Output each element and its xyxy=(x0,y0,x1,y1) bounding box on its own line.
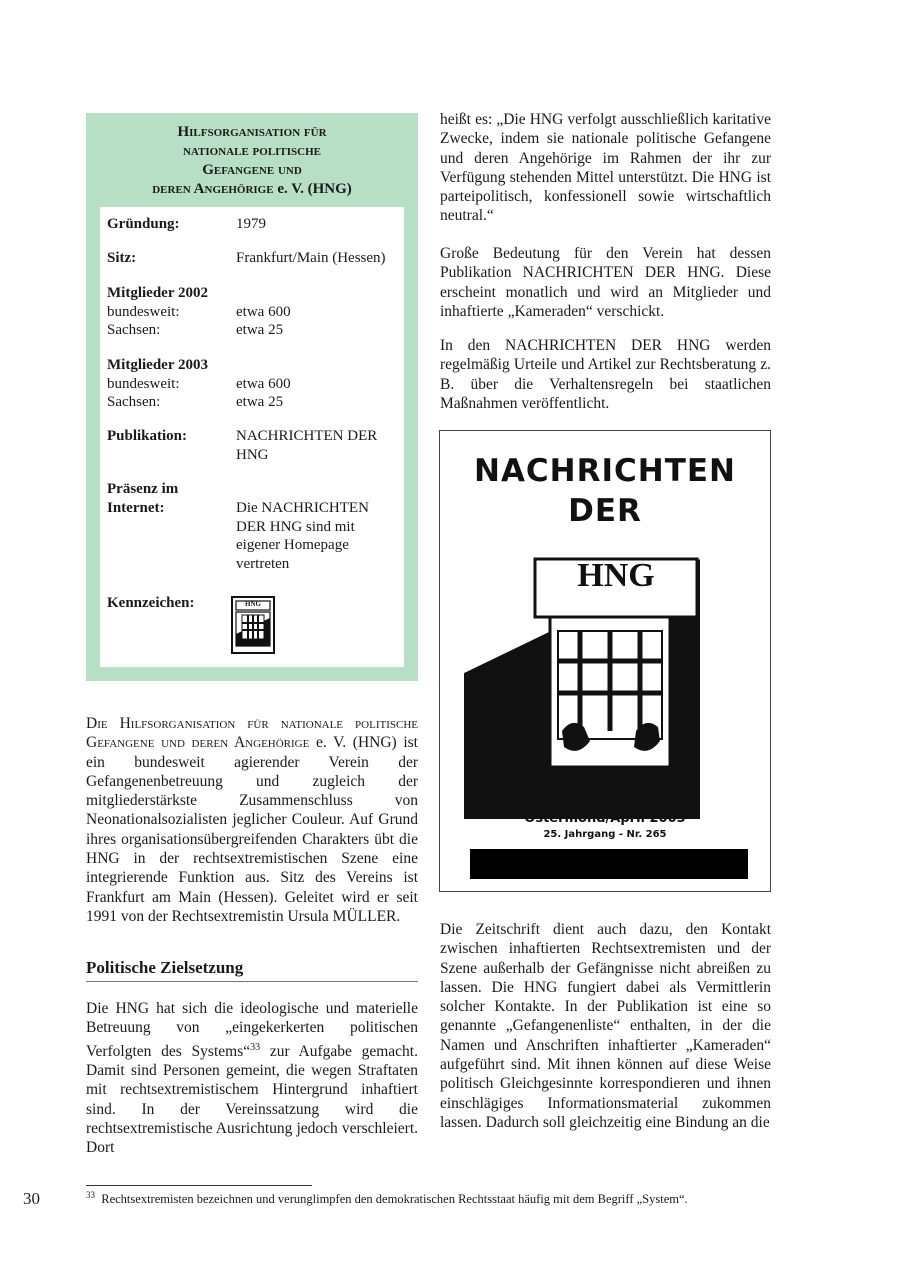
gruendung-value: 1979 xyxy=(236,216,266,232)
footnote-text: Rechtsextremisten bezeichnen und verunglimpfen den demokratischen Rechtsstaat häufig mit dem Begriff „System“. xyxy=(101,1192,688,1207)
zielsetzung-text: Die HNG hat sich die ideologische und materielle Betreuung von „eingekerkerten politischen Verfolgten des Systems“ xyxy=(86,1000,418,1060)
mitglieder-2002-label: Mitglieder 2002 xyxy=(107,285,208,301)
newspaper-cover-image xyxy=(439,430,771,892)
footnote-ref[interactable]: 33 xyxy=(250,1041,261,1053)
cover-title: NACHRICHTEN xyxy=(474,453,736,489)
sachsen-label: Sachsen: xyxy=(107,322,161,338)
info-box-table xyxy=(100,207,404,667)
m2003-sachsen-value: etwa 25 xyxy=(236,394,284,410)
m2003-bundesweit-value: etwa 600 xyxy=(236,376,291,392)
publikation-label: Publikation: xyxy=(107,428,188,444)
sitz-value: Frankfurt/Main (Hessen) xyxy=(236,250,386,266)
intro-paragraph xyxy=(86,714,418,926)
intro-org-name: Die Hilfsorganisation für nationale politische Gefangene und deren Angehörige xyxy=(86,715,418,752)
praesenz-value: Die NACHRICHTEN DER HNG sind mit eigener Homepage vertreten xyxy=(236,500,369,572)
m2002-sachsen-value: etwa 25 xyxy=(236,322,284,338)
mitglieder-2003-label: Mitglieder 2003 xyxy=(107,357,208,373)
hng-emblem-icon xyxy=(231,596,275,654)
bundesweit-label: bundesweit: xyxy=(107,376,180,392)
m2002-bundesweit-value: etwa 600 xyxy=(236,304,291,320)
footnote-divider xyxy=(86,1185,312,1186)
cover-date: Ostermond/April 2003 xyxy=(524,811,686,826)
bundesweit-label: bundesweit: xyxy=(107,304,180,320)
content-paragraph: In den NACHRICHTEN DER HNG werden regelmäßig Urteile und Artikel zur Rechtsberatung z. B. über die Verhaltensregeln bei staatlichen Maßnahmen veröffentlicht. xyxy=(440,337,771,412)
info-box xyxy=(86,113,418,681)
cover-title-der: DER xyxy=(568,493,642,529)
publication-paragraph: Große Bedeutung für den Verein hat dessen Publikation NACHRICHTEN DER HNG. Diese erscheint monatlich und wird an Mitglieder und inhaftierte „Kameraden“ verschickt. xyxy=(440,245,771,320)
footnote-number: 33 xyxy=(86,1190,95,1200)
sachsen-label: Sachsen: xyxy=(107,394,161,410)
zielsetzung-text-cont: zur Aufgabe gemacht. Damit sind Personen gemeint, die wegen Straftaten mit rechtsextremistischem Hintergrund inhaftiert sind. In der Vereinssatzung wird die rechtsextremistische Ausrichtung jedoch verschleiert. Dort xyxy=(86,1042,418,1157)
info-box-title-line: Hilfsorganisation für xyxy=(177,124,327,140)
gruendung-label: Gründung: xyxy=(107,216,180,232)
quote-paragraph: heißt es: „Die HNG verfolgt ausschließlich karitative Zwecke, indem sie nationale politische Gefangene und deren Angehörige im Rahmen der ihr zur Verfügung stehenden Mittel unterstützt. Die HNG ist parteipolitisch, konfessionell sowie wirtschaftlich neutral.“ xyxy=(440,111,771,225)
footnote xyxy=(86,1190,688,1207)
kennzeichen-label: Kennzeichen: xyxy=(107,595,195,611)
info-box-title xyxy=(86,123,418,199)
contact-paragraph: Die Zeitschrift dient auch dazu, den Kontakt zwischen inhaftierten Rechtsextremisten und der Szene außerhalb der Gefängnisse nicht abreißen zu lassen. Die HNG fungiert dabei als Vermittlerin solcher Kontakte. In der Publikation ist eine so genannte „Gefangenenliste“ enthalten, in der die Namen und Anschriften inhaftierter „Kameraden“ aufgeführt sind. Mit ihnen können auf diese Weise politisch Gleichgesinnte korrespondieren und ihnen einschlägiges Informationsmaterial zukommen lassen. Dadurch soll gleichzeitig eine Bindung an die xyxy=(440,921,771,1131)
info-box-title-line: nationale politische xyxy=(182,143,322,159)
publikation-value: NACHRICHTEN DER HNG xyxy=(236,428,378,463)
cover-black-bar xyxy=(470,849,748,879)
info-box-title-line: deren Angehörige xyxy=(152,181,274,197)
page-number: 30 xyxy=(23,1189,40,1208)
cover-issue: 25. Jahrgang - Nr. 265 xyxy=(543,829,667,840)
sitz-label: Sitz: xyxy=(107,250,137,266)
intro-body: e. V. (HNG) ist ein bundesweit agierender Verein der Gefangenenbetreuung und zugleich der mitgliederstärkste Zusammenschluss von Neonationalsozialisten jeglicher Couleur. Auf Grund ihres organisationsübergreifenden Charakters übt die HNG in der rechtsextremistischen Szene eine integrierende Funktion aus. Sitz des Vereins ist Frankfurt am Main (Hessen). Geleitet wird er seit 1991 von der Rechtsextremistin Ursula MÜLLER. xyxy=(86,734,418,925)
section-heading: Politische Zielsetzung xyxy=(86,958,418,982)
zielsetzung-paragraph xyxy=(86,999,418,1158)
emblem-text: HNG xyxy=(245,600,261,608)
internet-label: Internet: xyxy=(107,500,165,516)
praesenz-label: Präsenz im xyxy=(107,481,179,497)
info-box-title-tail: e. V. (HNG) xyxy=(277,181,352,197)
cover-hng: HNG xyxy=(577,557,655,594)
info-box-title-line: Gefangene und xyxy=(202,162,302,178)
